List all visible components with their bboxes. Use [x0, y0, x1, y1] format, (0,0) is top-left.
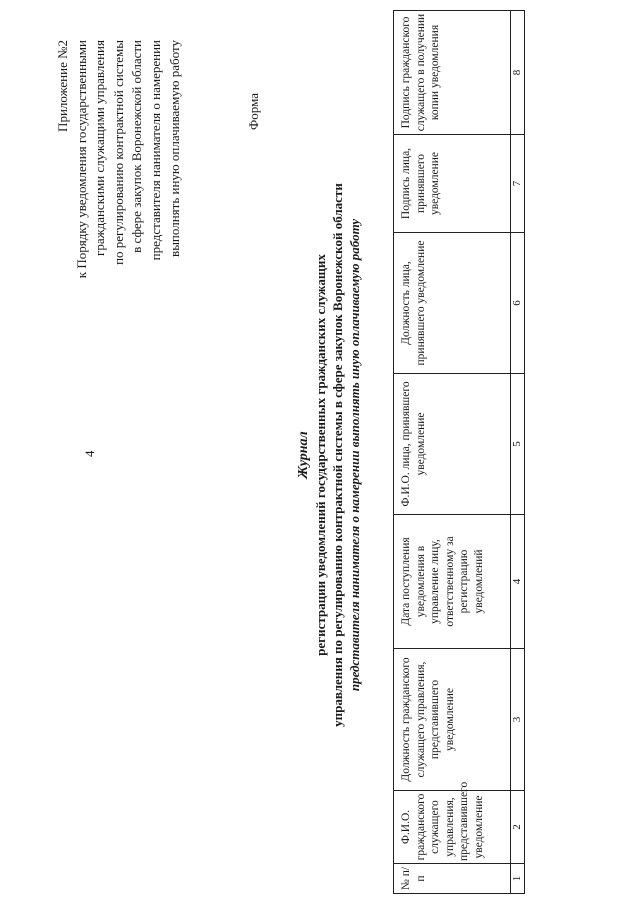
- appendix-block: [54, 40, 184, 360]
- journal-subtitle-line: представителя нанимателя о намерении выполнять иную оплачиваемую работу: [347, 218, 362, 692]
- header-receiver-position: Должность лица, принявшего уведомление: [394, 233, 511, 374]
- table-number-row: [511, 11, 525, 894]
- appendix-line: по регулированию контрактной системы: [110, 40, 126, 265]
- journal-subtitle-line: регистрации уведомлений государственных гражданских служащих: [313, 254, 328, 656]
- column-number: 5: [511, 374, 525, 515]
- column-number: 8: [511, 11, 525, 135]
- journal-subtitle-line: управления по регулированию контрактной системы в сфере закупок Воронежской области: [330, 183, 345, 727]
- header-number: № п/п: [394, 864, 511, 894]
- header-employee-signature: Подпись гражданского служащего в получении копии уведомления: [394, 11, 511, 135]
- form-label: Форма: [246, 93, 261, 130]
- header-receipt-date: Дата поступления уведомления в управление лицу, ответственному за регистрацию уведомлений: [394, 515, 511, 649]
- header-employee-position: Должность гражданского служащего управления, представившего уведомление: [394, 649, 511, 791]
- journal-heading: [295, 35, 363, 875]
- appendix-line: представителя нанимателя о намерении: [147, 40, 163, 261]
- column-number: 7: [511, 135, 525, 233]
- appendix-line: в сфере закупок Воронежской области: [129, 40, 145, 253]
- registration-table: [393, 10, 525, 894]
- column-number: 2: [511, 791, 525, 864]
- column-number: 3: [511, 649, 525, 791]
- appendix-line: Приложение №2: [55, 40, 70, 132]
- column-number: 1: [511, 864, 525, 894]
- appendix-line: выполнять иную оплачиваемую работу: [166, 40, 182, 257]
- column-number: 6: [511, 233, 525, 374]
- page-number: 4: [82, 450, 97, 457]
- appendix-line: гражданскими служащими управления: [92, 40, 108, 256]
- header-receiver-name: Ф.И.О. лица, принявшего уведомление: [394, 374, 511, 515]
- appendix-line: к Порядку уведомления государственными: [73, 40, 89, 279]
- table-header-row: [394, 11, 511, 894]
- column-number: 4: [511, 515, 525, 649]
- header-receiver-signature: Подпись лица, принявшего уведомление: [394, 135, 511, 233]
- header-employee-name: Ф.И.О. гражданского служащего управления, представившего уведомление: [394, 791, 511, 864]
- journal-title: Журнал: [296, 431, 311, 479]
